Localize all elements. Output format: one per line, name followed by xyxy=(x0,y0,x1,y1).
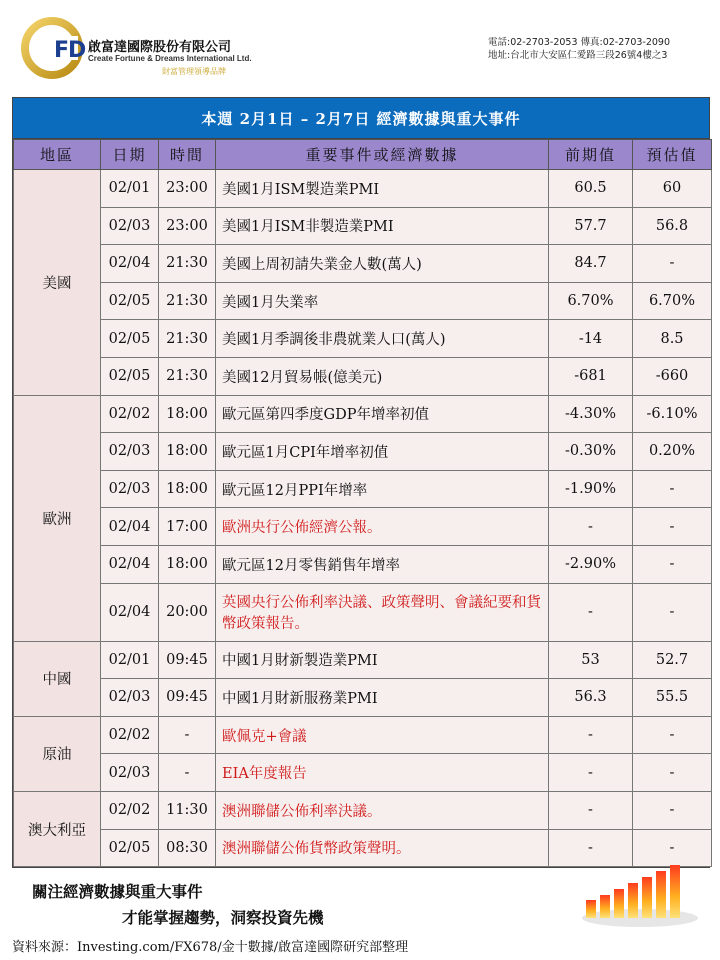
cell-date: 02/03 xyxy=(101,679,159,717)
cell-estimate: - xyxy=(633,754,712,792)
cell-event: 中國1月財新服務業PMI xyxy=(216,679,549,717)
cell-time: 09:45 xyxy=(159,641,216,679)
header-date: 日期 xyxy=(101,140,159,170)
company-tagline: 財富管理領導品牌 xyxy=(162,67,226,76)
cell-event: 美國1月ISM非製造業PMI xyxy=(216,207,549,245)
header-previous: 前期值 xyxy=(549,140,633,170)
table-row xyxy=(14,245,712,283)
cell-date: 02/04 xyxy=(101,245,159,283)
cell-estimate: 60 xyxy=(633,170,712,208)
cell-time: 21:30 xyxy=(159,245,216,283)
cell-date: 02/01 xyxy=(101,641,159,679)
cell-date: 02/01 xyxy=(101,170,159,208)
company-name-en: Create Fortune & Dreams International Ltd. xyxy=(88,54,252,63)
cell-time: 21:30 xyxy=(159,320,216,358)
cell-event: 中國1月財新製造業PMI xyxy=(216,641,549,679)
cell-event: EIA年度報告 xyxy=(216,754,549,792)
table-title: 本週 2月1日 – 2月7日 經濟數據與重大事件 xyxy=(13,98,709,139)
table-row xyxy=(14,395,712,433)
cell-time: 21:30 xyxy=(159,357,216,395)
cell-previous: - xyxy=(549,829,633,867)
contact-info xyxy=(488,36,670,62)
table-row xyxy=(14,508,712,546)
cell-date: 02/03 xyxy=(101,754,159,792)
cell-previous: - xyxy=(549,716,633,754)
cell-event: 歐佩克+會議 xyxy=(216,716,549,754)
table-row xyxy=(14,829,712,867)
cell-previous: -1.90% xyxy=(549,470,633,508)
cell-time: 18:00 xyxy=(159,395,216,433)
cell-event: 歐元區12月PPI年增率 xyxy=(216,470,549,508)
cell-event: 歐元區12月零售銷售年增率 xyxy=(216,545,549,583)
cell-date: 02/02 xyxy=(101,791,159,829)
region-china: 中國 xyxy=(14,641,101,716)
table-row xyxy=(14,170,712,208)
table-row xyxy=(14,207,712,245)
cell-previous: - xyxy=(549,791,633,829)
cell-estimate: 8.5 xyxy=(633,320,712,358)
cell-estimate: - xyxy=(633,245,712,283)
slogan-line-1: 關注經濟數據與重大事件 xyxy=(32,882,203,901)
table-row xyxy=(14,320,712,358)
header-event: 重要事件或經濟數據 xyxy=(216,140,549,170)
cell-previous: -4.30% xyxy=(549,395,633,433)
header-time: 時間 xyxy=(159,140,216,170)
cell-event: 歐元區1月CPI年增率初值 xyxy=(216,433,549,471)
cell-event: 歐元區第四季度GDP年增率初值 xyxy=(216,395,549,433)
cell-event: 美國1月失業率 xyxy=(216,282,549,320)
region-us: 美國 xyxy=(14,170,101,396)
cell-date: 02/05 xyxy=(101,829,159,867)
table-row xyxy=(14,716,712,754)
cell-time: 21:30 xyxy=(159,282,216,320)
cell-date: 02/04 xyxy=(101,545,159,583)
cell-date: 02/05 xyxy=(101,320,159,358)
cell-estimate: 52.7 xyxy=(633,641,712,679)
cell-previous: -2.90% xyxy=(549,545,633,583)
cell-event: 澳洲聯儲公佈貨幣政策聲明。 xyxy=(216,829,549,867)
cell-event: 美國12月貿易帳(億美元) xyxy=(216,357,549,395)
events-sheet xyxy=(12,97,710,868)
cell-date: 02/04 xyxy=(101,508,159,546)
company-logo xyxy=(20,14,320,84)
table-row xyxy=(14,754,712,792)
table-header-row xyxy=(14,140,712,170)
cell-estimate: -660 xyxy=(633,357,712,395)
company-name-cn: 啟富達國際股份有限公司 xyxy=(88,40,232,55)
region-europe: 歐洲 xyxy=(14,395,101,641)
cell-estimate: - xyxy=(633,470,712,508)
cell-previous: 84.7 xyxy=(549,245,633,283)
logo-mark: FD xyxy=(54,38,86,63)
cell-date: 02/03 xyxy=(101,207,159,245)
cell-event: 歐洲央行公佈經濟公報。 xyxy=(216,508,549,546)
cell-previous: 53 xyxy=(549,641,633,679)
cell-estimate: -6.10% xyxy=(633,395,712,433)
rising-bars-graphic xyxy=(578,862,700,932)
table-row xyxy=(14,470,712,508)
table-row xyxy=(14,357,712,395)
cell-previous: -14 xyxy=(549,320,633,358)
table-row xyxy=(14,641,712,679)
cell-estimate: - xyxy=(633,791,712,829)
cell-time: 20:00 xyxy=(159,583,216,641)
cell-previous: 57.7 xyxy=(549,207,633,245)
cell-event: 英國央行公佈利率決議、政策聲明、會議紀要和貨幣政策報告。 xyxy=(216,583,549,641)
header-region: 地區 xyxy=(14,140,101,170)
cell-estimate: 55.5 xyxy=(633,679,712,717)
cell-date: 02/03 xyxy=(101,433,159,471)
cell-date: 02/04 xyxy=(101,583,159,641)
cell-time: 23:00 xyxy=(159,170,216,208)
cell-date: 02/02 xyxy=(101,716,159,754)
cell-previous: -681 xyxy=(549,357,633,395)
cell-date: 02/02 xyxy=(101,395,159,433)
data-source: 資料來源：Investing.com/FX678/金十數據/啟富達國際研究部整理 xyxy=(12,940,409,955)
cell-previous: 60.5 xyxy=(549,170,633,208)
table-row xyxy=(14,791,712,829)
cell-time: - xyxy=(159,716,216,754)
cell-previous: 56.3 xyxy=(549,679,633,717)
region-australia: 澳大利亞 xyxy=(14,791,101,866)
cell-previous: - xyxy=(549,583,633,641)
header-estimate: 預估值 xyxy=(633,140,712,170)
cell-time: 18:00 xyxy=(159,433,216,471)
table-row xyxy=(14,282,712,320)
cell-event: 美國1月季調後非農就業人口(萬人) xyxy=(216,320,549,358)
contact-address: 地址:台北市大安區仁愛路三段26號4樓之3 xyxy=(488,50,668,61)
cell-time: 11:30 xyxy=(159,791,216,829)
cell-estimate: 0.20% xyxy=(633,433,712,471)
cell-estimate: - xyxy=(633,583,712,641)
cell-date: 02/05 xyxy=(101,357,159,395)
cell-time: 08:30 xyxy=(159,829,216,867)
slogan-line-2: 才能掌握趨勢，洞察投資先機 xyxy=(122,908,324,927)
table-row xyxy=(14,433,712,471)
cell-time: - xyxy=(159,754,216,792)
cell-event: 澳洲聯儲公佈利率決議。 xyxy=(216,791,549,829)
cell-estimate: - xyxy=(633,716,712,754)
page-header xyxy=(0,0,720,92)
cell-time: 17:00 xyxy=(159,508,216,546)
cell-previous: -0.30% xyxy=(549,433,633,471)
cell-time: 18:00 xyxy=(159,470,216,508)
table-row xyxy=(14,545,712,583)
cell-previous: - xyxy=(549,508,633,546)
cell-previous: 6.70% xyxy=(549,282,633,320)
cell-previous: - xyxy=(549,754,633,792)
events-table xyxy=(13,139,712,867)
cell-estimate: 56.8 xyxy=(633,207,712,245)
cell-estimate: - xyxy=(633,545,712,583)
region-crude-oil: 原油 xyxy=(14,716,101,791)
contact-phone-fax: 電話:02-2703-2053 傳真:02-2703-2090 xyxy=(488,37,671,48)
cell-time: 09:45 xyxy=(159,679,216,717)
cell-time: 18:00 xyxy=(159,545,216,583)
cell-estimate: - xyxy=(633,829,712,867)
table-row xyxy=(14,679,712,717)
cell-time: 23:00 xyxy=(159,207,216,245)
cell-event: 美國上周初請失業金人數(萬人) xyxy=(216,245,549,283)
cell-estimate: 6.70% xyxy=(633,282,712,320)
cell-event: 美國1月ISM製造業PMI xyxy=(216,170,549,208)
cell-date: 02/03 xyxy=(101,470,159,508)
cell-estimate: - xyxy=(633,508,712,546)
cell-date: 02/05 xyxy=(101,282,159,320)
table-row xyxy=(14,583,712,641)
